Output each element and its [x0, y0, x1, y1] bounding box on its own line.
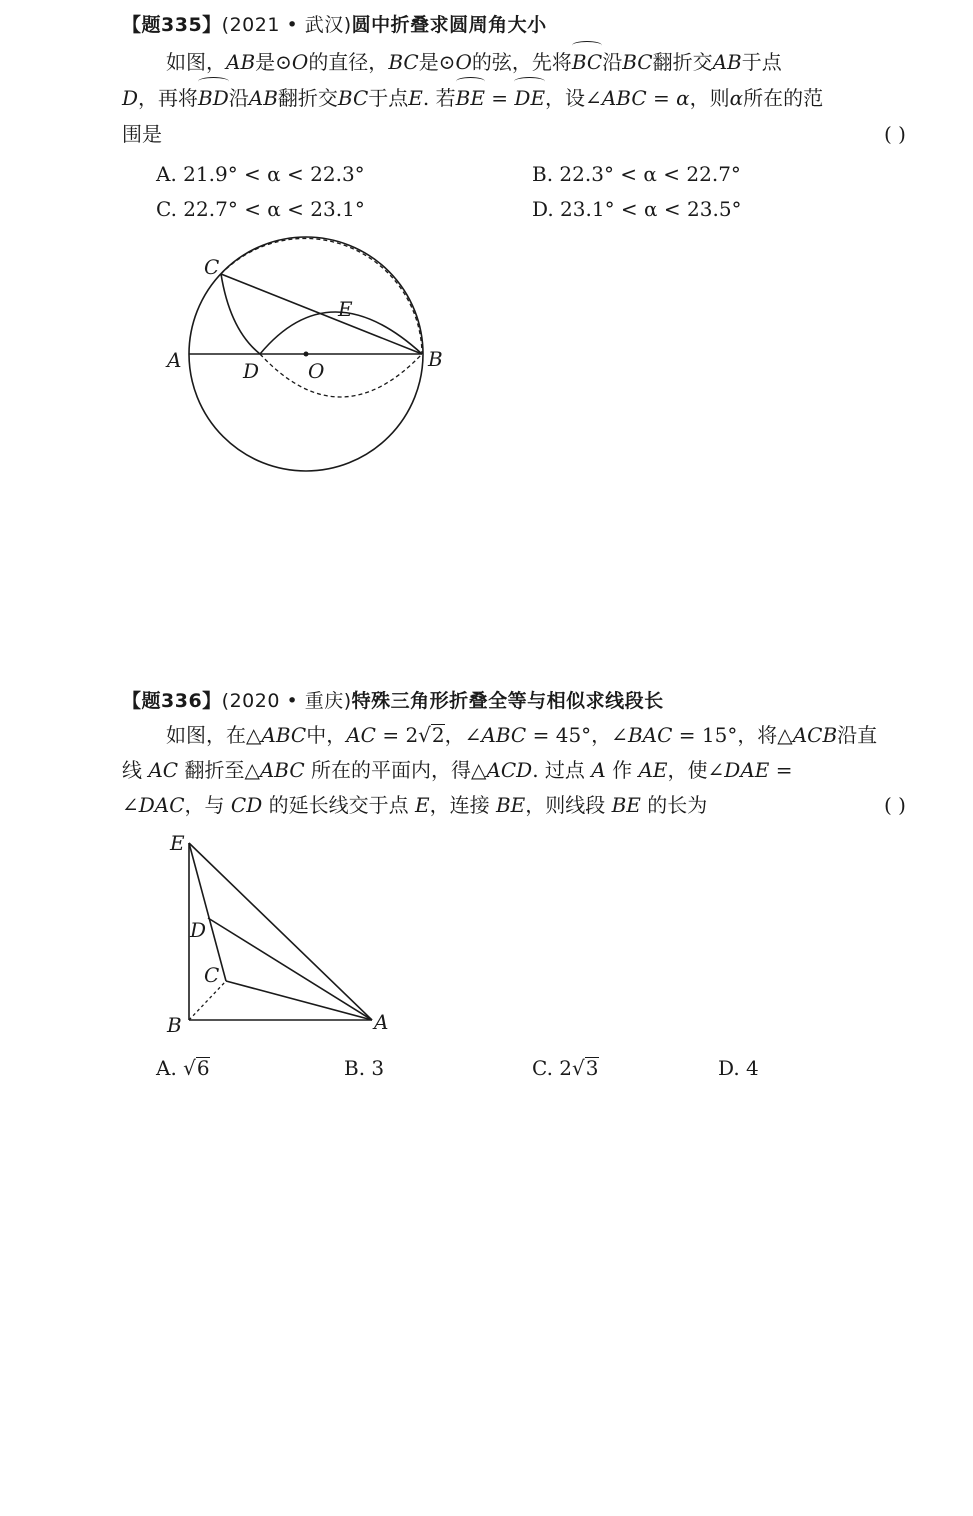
q335-source: (2021 • 武汉): [221, 14, 352, 36]
q336-source: (2020 • 重庆): [221, 690, 352, 712]
q335-line-3: 围是: [122, 122, 162, 146]
dashed-arc-cb: [221, 238, 422, 354]
segment-ec: [189, 843, 226, 981]
q335-line-1: 如图，AB是⊙O的直径，BC是⊙O的弦，先将BC沿BC翻折交AB于点: [122, 44, 782, 80]
q335-figure: [160, 230, 460, 480]
q336-answer-bracket: ( ): [884, 793, 906, 817]
q336-choice-b: B. 3: [344, 1056, 385, 1080]
q335-line-2: D，再将BD沿AB翻折交BC于点E. 若BE = DE，设∠ABC = α，则α所在的范: [122, 80, 823, 116]
arc-bd: BD: [198, 80, 229, 116]
sqrt-2: 2: [431, 723, 445, 747]
q335-choice-a: A. 21.9° < α < 22.3°: [156, 162, 365, 186]
sqrt-3: 3: [585, 1056, 599, 1080]
segment-ea: [189, 843, 372, 1020]
arc-bc: BC: [572, 44, 602, 80]
chord-cb: [221, 274, 422, 354]
label-c: C: [204, 963, 220, 987]
label-d: D: [243, 359, 260, 383]
q335-choice-c: C. 22.7° < α < 23.1°: [156, 197, 365, 221]
q336-choice-c: C. 2√3: [532, 1056, 599, 1080]
label-c: C: [204, 255, 220, 279]
arc-de: DE: [514, 80, 545, 116]
q335-heading: [122, 10, 547, 37]
q335-answer-bracket: ( ): [884, 122, 906, 146]
q336-line-1: 如图，在△ABC中，AC = 2√2，∠ABC = 45°，∠BAC = 15°，将△ACB沿直: [166, 723, 878, 747]
label-a: A: [374, 1010, 389, 1034]
q335-tag: 【题335】: [122, 14, 222, 36]
label-e: E: [170, 831, 185, 855]
label-b: B: [167, 1013, 182, 1037]
label-a: A: [167, 348, 182, 372]
q336-choice-a: A. √6: [156, 1056, 210, 1080]
q336-choice-d: D. 4: [718, 1056, 759, 1080]
label-o: O: [308, 359, 325, 383]
q336-line-2: 线 AC 翻折至△ABC 所在的平面内，得△ACD. 过点 A 作 AE，使∠DAE =: [122, 758, 793, 782]
segment-da: [208, 918, 372, 1020]
q336-heading: [122, 686, 664, 713]
arc-cd: [221, 274, 260, 354]
dashed-arc-db: [260, 354, 422, 397]
q336-topic: 特殊三角形折叠全等与相似求线段长: [351, 690, 664, 712]
arc-be: BE: [456, 80, 485, 116]
q335-choice-b: B. 22.3° < α < 22.7°: [532, 162, 741, 186]
label-d: D: [190, 918, 207, 942]
segment-ca: [226, 981, 372, 1020]
q335-choice-d: D. 23.1° < α < 23.5°: [532, 197, 742, 221]
q336-line-3: ∠DAC，与 CD 的延长线交于点 E，连接 BE，则线段 BE 的长为: [122, 793, 708, 817]
sqrt-6: 6: [196, 1056, 210, 1080]
label-b: B: [428, 347, 443, 371]
label-e: E: [338, 297, 353, 321]
center-o-dot: [304, 352, 309, 357]
q335-topic: 圆中折叠求圆周角大小: [351, 14, 547, 36]
q336-figure: [160, 828, 400, 1038]
q336-tag: 【题336】: [122, 690, 222, 712]
